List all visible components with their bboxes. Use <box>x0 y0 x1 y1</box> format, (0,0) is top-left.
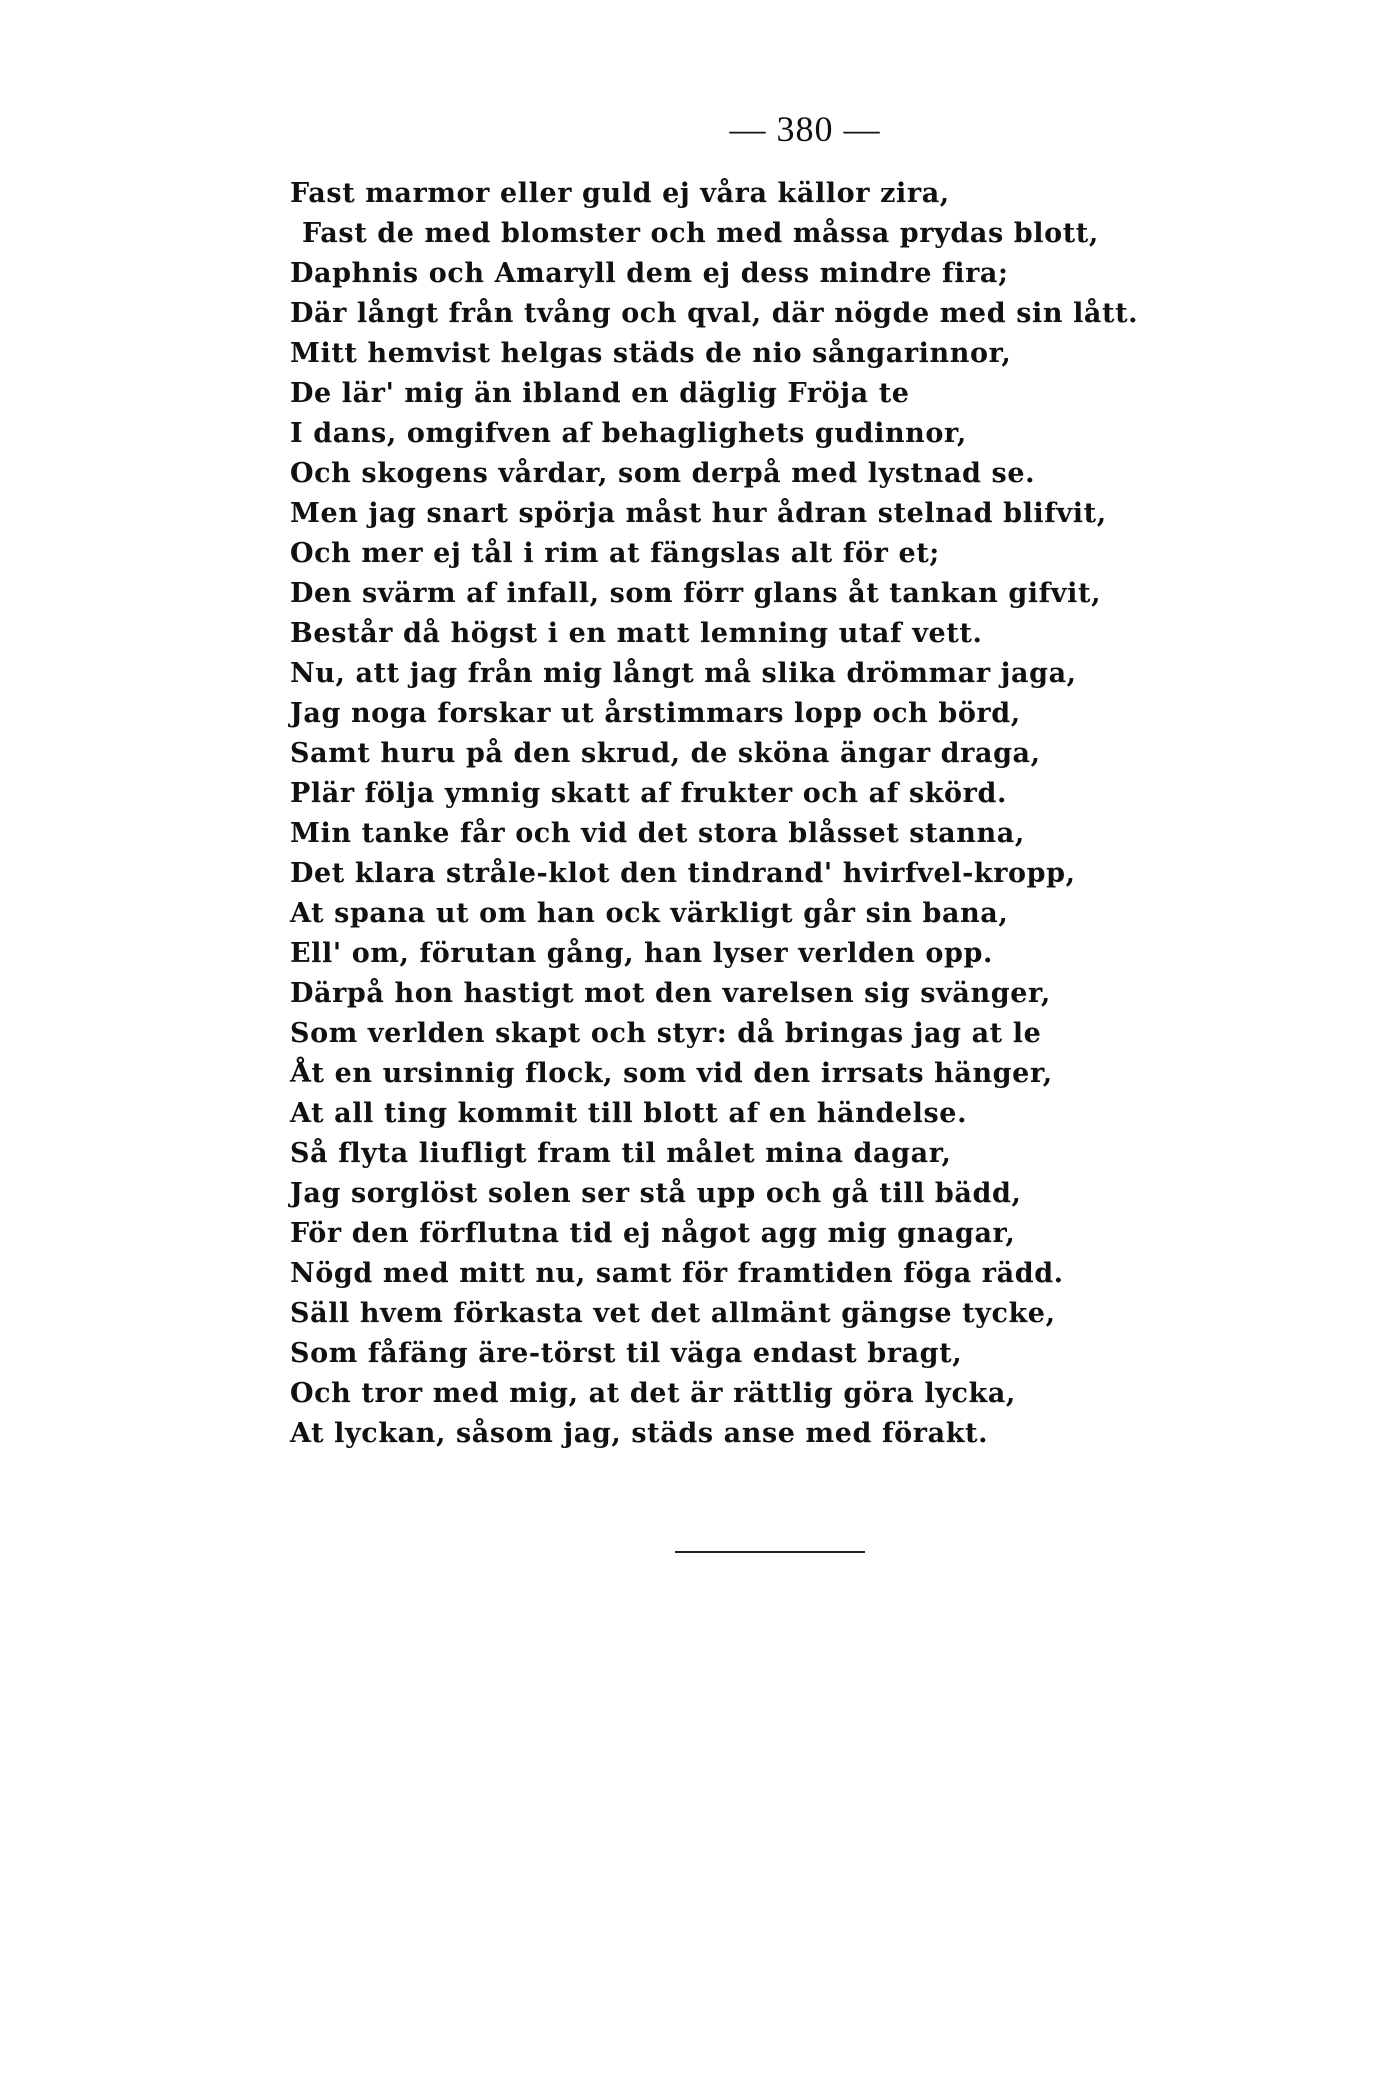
verse-line: Jag sorglöst solen ser stå upp och gå till bädd, <box>290 1178 1022 1209</box>
verse-line: Mitt hemvist helgas städs de nio sångarinnor, <box>290 338 1012 369</box>
verse-line: Ell' om, förutan gång, han lyser verlden opp. <box>290 938 994 969</box>
verse-line: Som verlden skapt och styr: då bringas jag at le <box>290 1018 1042 1049</box>
verse-line: Säll hvem förkasta vet det allmänt gängse tycke, <box>290 1298 1056 1329</box>
end-rule-divider <box>675 1551 865 1553</box>
verse-line: Och mer ej tål i rim at fängslas alt för et; <box>290 538 940 569</box>
verse-line: Min tanke får och vid det stora blåsset stanna, <box>290 818 1025 849</box>
verse-line: Och skogens vårdar, som derpå med lystnad se. <box>290 458 1036 489</box>
verse-line: Nögd med mitt nu, samt för framtiden föga rädd. <box>290 1258 1064 1289</box>
verse-line: Och tror med mig, at det är rättlig göra lycka, <box>290 1378 1016 1409</box>
verse-line: Därpå hon hastigt mot den varelsen sig svänger, <box>290 978 1051 1009</box>
verse-line: At all ting kommit till blott af en händelse. <box>290 1098 968 1129</box>
verse-line: Daphnis och Amaryll dem ej dess mindre fira; <box>290 258 1009 289</box>
verse-line: Jag noga forskar ut årstimmars lopp och börd, <box>290 698 1021 729</box>
verse-line: För den förflutna tid ej något agg mig gnagar, <box>290 1218 1016 1249</box>
verse-line: At lyckan, såsom jag, städs anse med förakt. <box>290 1418 989 1449</box>
verse-line: Åt en ursinnig flock, som vid den irrsats hänger, <box>290 1058 1053 1089</box>
verse-line: Men jag snart spörja måst hur ådran stelnad blifvit, <box>290 498 1107 529</box>
verse-line: I dans, omgifven af behaglighets gudinnor, <box>290 418 967 449</box>
verse-line: Fast marmor eller guld ej våra källor zira, <box>290 178 950 209</box>
verse-line: Den svärm af infall, som förr glans åt tankan gifvit, <box>290 578 1102 609</box>
verse-line: Där långt från tvång och qval, där nögde med sin lått. <box>290 298 1139 329</box>
verse-line: At spana ut om han ock värkligt går sin bana, <box>290 898 1009 929</box>
poem-text <box>290 174 1300 1454</box>
verse-line: Som fåfäng äre-törst til väga endast bragt, <box>290 1338 963 1369</box>
verse-line: Samt huru på den skrud, de sköna ängar draga, <box>290 738 1041 769</box>
verse-line: Nu, att jag från mig långt må slika drömmar jaga, <box>290 658 1077 689</box>
verse-line: Så flyta liufligt fram til målet mina dagar, <box>290 1138 952 1169</box>
verse-line: De lär' mig än ibland en däglig Fröja te <box>290 378 910 409</box>
verse-line: Består då högst i en matt lemning utaf vett. <box>290 618 983 649</box>
page-number: — 380 — <box>729 109 881 149</box>
verse-line: Det klara stråle-klot den tindrand' hvirfvel-kropp, <box>290 858 1076 889</box>
verse-line: Plär följa ymnig skatt af frukter och af skörd. <box>290 778 1007 809</box>
verse-line: Fast de med blomster och med måssa prydas blott, <box>302 218 1099 249</box>
